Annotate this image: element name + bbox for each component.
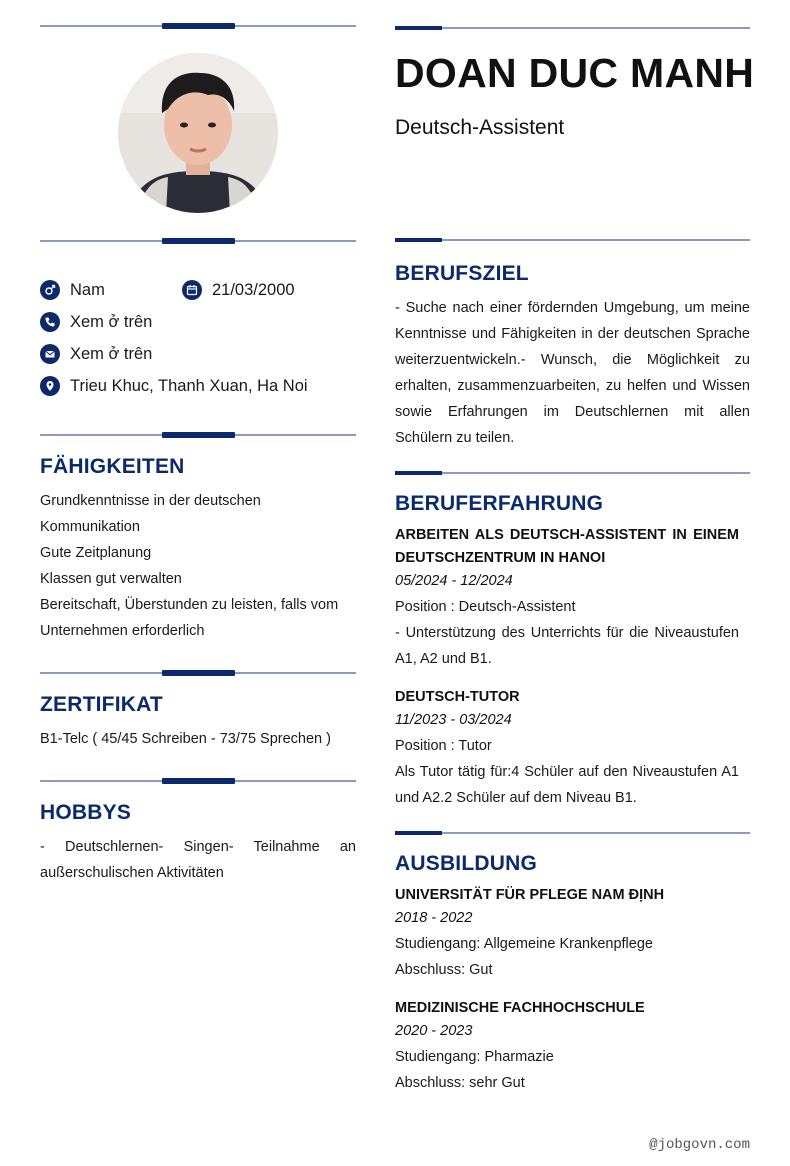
skill-item: Klassen gut verwalten (40, 571, 182, 587)
school-name: UNIVERSITÄT FÜR PFLEGE NAM ĐỊNH (395, 887, 665, 903)
school-date: 2018 - 2022 (395, 910, 473, 926)
education-heading: AUSBILDUNG (395, 852, 537, 875)
mail-icon (40, 344, 60, 364)
footer-watermark: @jobgovn.com (649, 1137, 750, 1153)
school-major: Studiengang: Allgemeine Krankenpflege (395, 936, 653, 952)
section-divider (40, 432, 356, 438)
section-divider (395, 831, 750, 836)
job-description: - Unterstützung des Unterrichts für die Niveaustufen A1, A2 und B1. (395, 625, 739, 667)
objective-heading: BERUFSZIEL (395, 262, 529, 285)
email-text: Xem ở trên (70, 344, 153, 363)
contact-address (40, 373, 308, 399)
job-date: 05/2024 - 12/2024 (395, 573, 513, 589)
job-title: ARBEITEN ALS DEUTSCH-ASSISTENT IN EINEM DEUTSCHZENTRUM IN HANOI (395, 527, 739, 566)
skills-heading: FÄHIGKEITEN (40, 455, 185, 478)
contact-phone (40, 309, 152, 335)
school-major: Studiengang: Pharmazie (395, 1049, 554, 1065)
certificates-heading: ZERTIFIKAT (40, 693, 163, 716)
contact-birthdate (182, 277, 295, 303)
phone-icon (40, 312, 60, 332)
section-divider (395, 471, 750, 476)
experience-heading: BERUFERFAHRUNG (395, 492, 604, 515)
birthdate-text: 21/03/2000 (212, 280, 295, 299)
school-name: MEDIZINISCHE FACHHOCHSCHULE (395, 1000, 645, 1016)
section-divider (40, 238, 356, 244)
phone-text: Xem ở trên (70, 312, 153, 331)
hobbies-text: - Deutschlernen- Singen- Teilnahme an außerschulischen Aktivitäten (40, 839, 356, 881)
gender-icon (40, 280, 60, 300)
contact-gender (40, 277, 105, 303)
skill-item: Gute Zeitplanung (40, 545, 152, 561)
section-divider (40, 670, 356, 676)
skill-item: Bereitschaft, Überstunden zu leisten, falls vom Unternehmen erforderlich (40, 597, 339, 639)
school-degree: Abschluss: sehr Gut (395, 1075, 525, 1091)
profile-photo-illustration (118, 53, 278, 213)
section-divider (40, 778, 356, 784)
calendar-icon (182, 280, 202, 300)
section-divider (395, 26, 750, 31)
candidate-name: DOAN DUC MANH (395, 50, 755, 96)
profile-photo (118, 53, 278, 213)
job-date: 11/2023 - 03/2024 (395, 712, 512, 728)
job-position: Position : Tutor (395, 738, 492, 754)
candidate-title: Deutsch-Assistent (395, 116, 565, 139)
job-title: DEUTSCH-TUTOR (395, 689, 520, 705)
contact-email (40, 341, 152, 367)
school-degree: Abschluss: Gut (395, 962, 493, 978)
objective-text: - Suche nach einer fördernden Umgebung, um meine Kenntnisse und Fähigkeiten in der deutschen Sprache weiterzuentwickeln.- Wunsch, die Möglichkeit zu erhalten, zusammenzuarbeiten, zu helfen und Wissen sowie Erfahrungen im Deutschlernen mit allen Schülern zu teilen. (395, 300, 750, 446)
skills-list (40, 488, 356, 644)
section-divider (40, 23, 356, 29)
address-text: Trieu Khuc, Thanh Xuan, Ha Noi (70, 376, 308, 395)
skill-item: Grundkenntnisse in der deutschen Kommunikation (40, 493, 261, 535)
school-date: 2020 - 2023 (395, 1023, 473, 1039)
job-description: Als Tutor tätig für:4 Schüler auf den Niveaustufen A1 und A2.2 Schüler auf dem Niveau B1. (395, 764, 739, 806)
location-icon (40, 376, 60, 396)
job-position: Position : Deutsch-Assistent (395, 599, 576, 615)
certificate-text: B1-Telc ( 45/45 Schreiben - 73/75 Sprechen ) (40, 731, 331, 747)
gender-text: Nam (70, 280, 105, 299)
hobbies-heading: HOBBYS (40, 801, 132, 824)
section-divider (395, 238, 750, 243)
